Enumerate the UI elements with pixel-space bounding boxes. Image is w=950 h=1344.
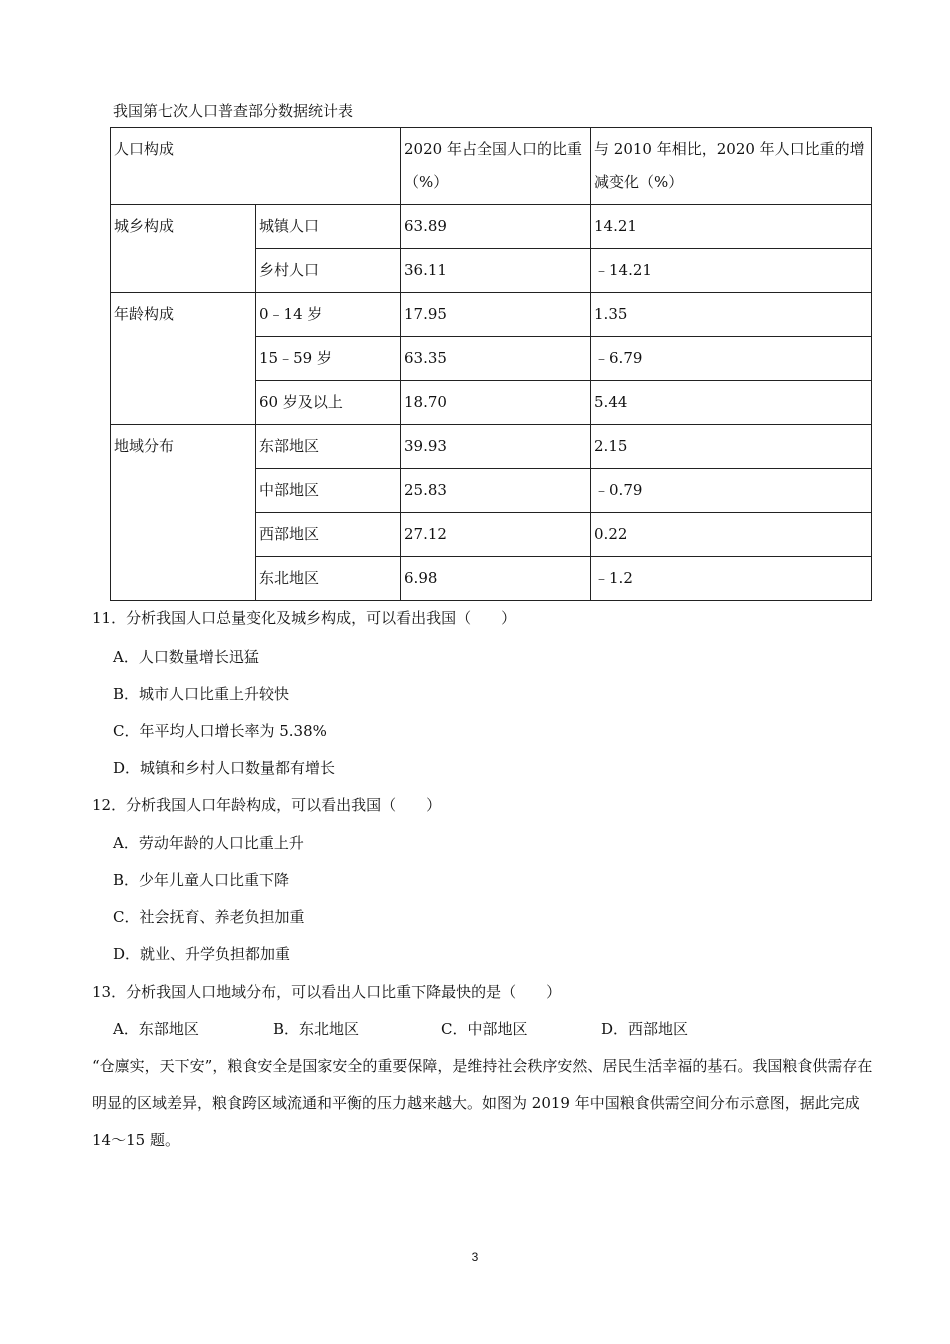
passage-grain-security: “仓廪实，天下安”，粮食安全是国家安全的重要保障，是维持社会秩序安然、居民生活幸福的基石。我国粮食供需存在明显的区域差异，粮食跨区域流通和平衡的压力越来越大。如图为 2019 年中国粮食供需空间分布示意图，据此完成 14～15 题。	[92, 1057, 873, 1149]
row-change: 5.44	[591, 381, 872, 425]
table-row	[111, 205, 872, 249]
row-change: 0.22	[591, 513, 872, 557]
question-12-option-b: B．少年儿童人口比重下降	[113, 871, 290, 889]
table-row	[111, 293, 872, 337]
question-13-option-a: A．东部地区	[113, 1020, 199, 1038]
row-change: ﹣6.79	[591, 337, 872, 381]
group-region: 地域分布	[111, 425, 256, 601]
row-share: 36.11	[401, 249, 591, 293]
row-label: 乡村人口	[256, 249, 401, 293]
row-change: ﹣0.79	[591, 469, 872, 513]
row-label: 东部地区	[256, 425, 401, 469]
row-label: 西部地区	[256, 513, 401, 557]
question-11-option-d: D．城镇和乡村人口数量都有增长	[113, 759, 336, 777]
question-11-option-b: B．城市人口比重上升较快	[113, 685, 290, 703]
row-share: 27.12	[401, 513, 591, 557]
header-composition: 人口构成	[111, 128, 401, 205]
row-share: 6.98	[401, 557, 591, 601]
question-13-stem: 13．分析我国人口地域分布，可以看出人口比重下降最快的是（ ）	[92, 983, 562, 1001]
row-change: 14.21	[591, 205, 872, 249]
row-share: 39.93	[401, 425, 591, 469]
header-share-2020: 2020 年占全国人口的比重（%）	[401, 128, 591, 205]
row-change: 1.35	[591, 293, 872, 337]
table-row	[111, 425, 872, 469]
population-census-table	[110, 127, 872, 601]
question-12-option-d: D．就业、升学负担都加重	[113, 945, 291, 963]
row-label: 15﹣59 岁	[256, 337, 401, 381]
question-11-option-c: C．年平均人口增长率为 5.38%	[113, 722, 327, 740]
row-share: 63.35	[401, 337, 591, 381]
row-label: 中部地区	[256, 469, 401, 513]
row-change: 2.15	[591, 425, 872, 469]
row-change: ﹣1.2	[591, 557, 872, 601]
row-label: 城镇人口	[256, 205, 401, 249]
table-caption: 我国第七次人口普查部分数据统计表	[113, 102, 354, 120]
group-urban-rural: 城乡构成	[111, 205, 256, 293]
row-share: 25.83	[401, 469, 591, 513]
question-13-option-c: C．中部地区	[441, 1020, 528, 1038]
group-age: 年龄构成	[111, 293, 256, 425]
question-11-option-a: A．人口数量增长迅猛	[113, 648, 259, 666]
row-change: ﹣14.21	[591, 249, 872, 293]
header-change-vs-2010: 与 2010 年相比，2020 年人口比重的增减变化（%）	[591, 128, 872, 205]
row-share: 63.89	[401, 205, 591, 249]
question-11-stem: 11．分析我国人口总量变化及城乡构成，可以看出我国（ ）	[92, 609, 517, 627]
row-share: 17.95	[401, 293, 591, 337]
question-13-option-d: D．西部地区	[601, 1020, 689, 1038]
table-header-row	[111, 128, 872, 205]
row-label: 东北地区	[256, 557, 401, 601]
question-12-stem: 12．分析我国人口年龄构成，可以看出我国（ ）	[92, 796, 442, 814]
question-13-option-b: B．东北地区	[273, 1020, 360, 1038]
question-12-option-a: A．劳动年龄的人口比重上升	[113, 834, 304, 852]
row-label: 60 岁及以上	[256, 381, 401, 425]
row-label: 0﹣14 岁	[256, 293, 401, 337]
page-number: 3	[471, 1250, 479, 1264]
row-share: 18.70	[401, 381, 591, 425]
question-12-option-c: C．社会抚育、养老负担加重	[113, 908, 305, 926]
